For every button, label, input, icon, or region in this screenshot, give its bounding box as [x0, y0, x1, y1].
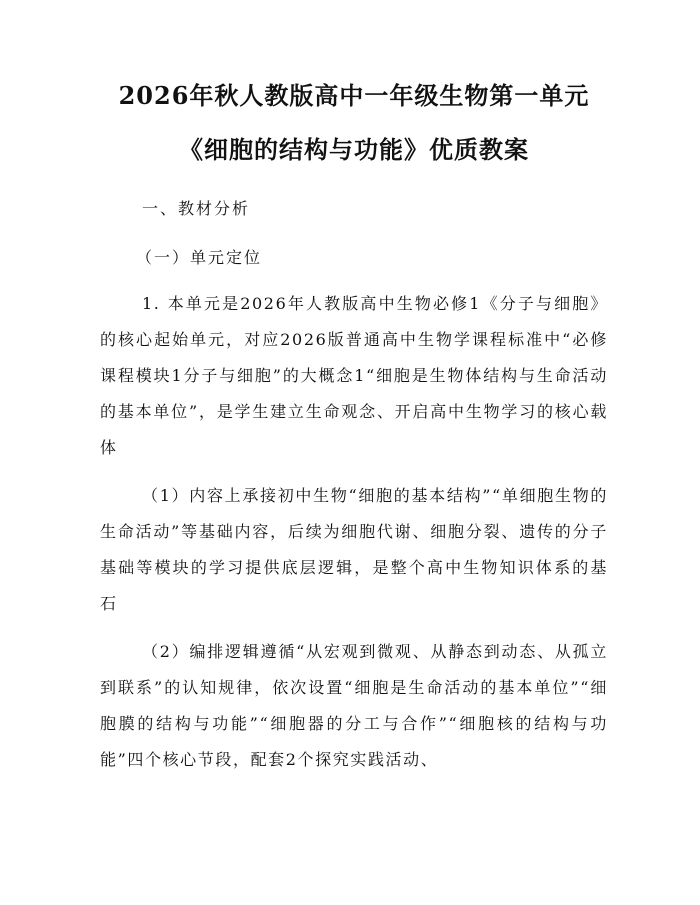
body-paragraph-2: （1）内容上承接初中生物“细胞的基本结构”“单细胞生物的生命活动”等基础内容，后续为细胞代谢、细胞分裂、遗传的分子基础等模块的学习提供底层逻辑，是整个高中生物知识体系的基石	[100, 486, 608, 613]
body-paragraph-3: （2）编排逻辑遵循“从宏观到微观、从静态到动态、从孤立到联系”的认知规律，依次设置“细胞是生命活动的基本单位”“细胞膜的结构与功能”“细胞器的分工与合作”“细胞核的结构与功能”四个核心节段，配套2个探究实践活动、	[100, 642, 608, 769]
body-paragraph-1: 1. 本单元是2026年人教版高中生物必修1《分子与细胞》的核心起始单元，对应2026版普通高中生物学课程标准中“必修课程模块1分子与细胞”的大概念1“细胞是生物体结构与生命活动的基本单位”，是学生建立生命观念、开启高中生物学习的核心载体	[100, 294, 608, 457]
document-title-line-2: 《细胞的结构与功能》优质教案	[179, 135, 529, 164]
subsection-heading-unit-positioning: （一）单元定位	[136, 248, 263, 267]
document-title-line-1: 2026年秋人教版高中一年级生物第一单元	[118, 81, 590, 110]
section-heading-textbook-analysis: 一、教材分析	[142, 199, 251, 218]
